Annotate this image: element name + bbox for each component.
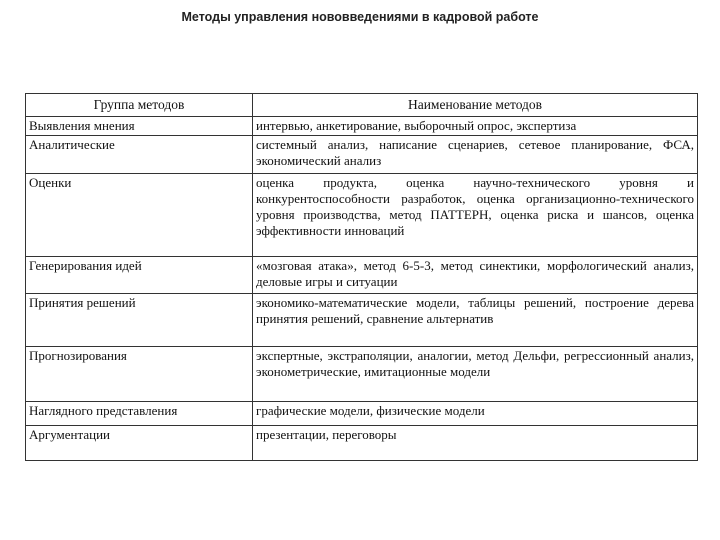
table-row	[26, 257, 698, 294]
group-cell: Выявления мнения	[26, 117, 253, 136]
methods-cell: экономико-математические модели, таблицы решений, построение дерева принятия решений, сравнение альтернатив	[253, 294, 698, 347]
group-cell: Аргументации	[26, 426, 253, 461]
table-row	[26, 402, 698, 426]
header-group: Группа методов	[26, 94, 253, 117]
group-cell: Аналитические	[26, 136, 253, 174]
group-cell: Принятия решений	[26, 294, 253, 347]
table-row	[26, 136, 698, 174]
methods-cell: оценка продукта, оценка научно-технического уровня и конкурентоспособности разработок, оценка организационно-технического уровня производства, метод ПАТТЕРН, оценка риска и шансов, оценка эффективности инноваций	[253, 174, 698, 257]
methods-cell: графические модели, физические модели	[253, 402, 698, 426]
methods-cell: системный анализ, написание сценариев, сетевое планирование, ФСА, экономический анализ	[253, 136, 698, 174]
methods-cell: «мозговая атака», метод 6-5-3, метод синектики, морфологический анализ, деловые игры и ситуации	[253, 257, 698, 294]
methods-table	[25, 93, 698, 461]
table-row	[26, 174, 698, 257]
table-row	[26, 294, 698, 347]
methods-cell: интервью, анкетирование, выборочный опрос, экспертиза	[253, 117, 698, 136]
group-cell: Наглядного представления	[26, 402, 253, 426]
group-cell: Прогнозирования	[26, 347, 253, 402]
table-row	[26, 426, 698, 461]
document-title: Методы управления нововведениями в кадровой работе	[181, 10, 539, 24]
table-header-row	[26, 94, 698, 117]
methods-cell: экспертные, экстраполяции, аналогии, метод Дельфи, регрессионный анализ, эконометрические, имитационные модели	[253, 347, 698, 402]
header-names: Наименование методов	[253, 94, 698, 117]
methods-cell: презентации, переговоры	[253, 426, 698, 461]
group-cell: Генерирования идей	[26, 257, 253, 294]
table-row	[26, 347, 698, 402]
group-cell: Оценки	[26, 174, 253, 257]
table-row	[26, 117, 698, 136]
